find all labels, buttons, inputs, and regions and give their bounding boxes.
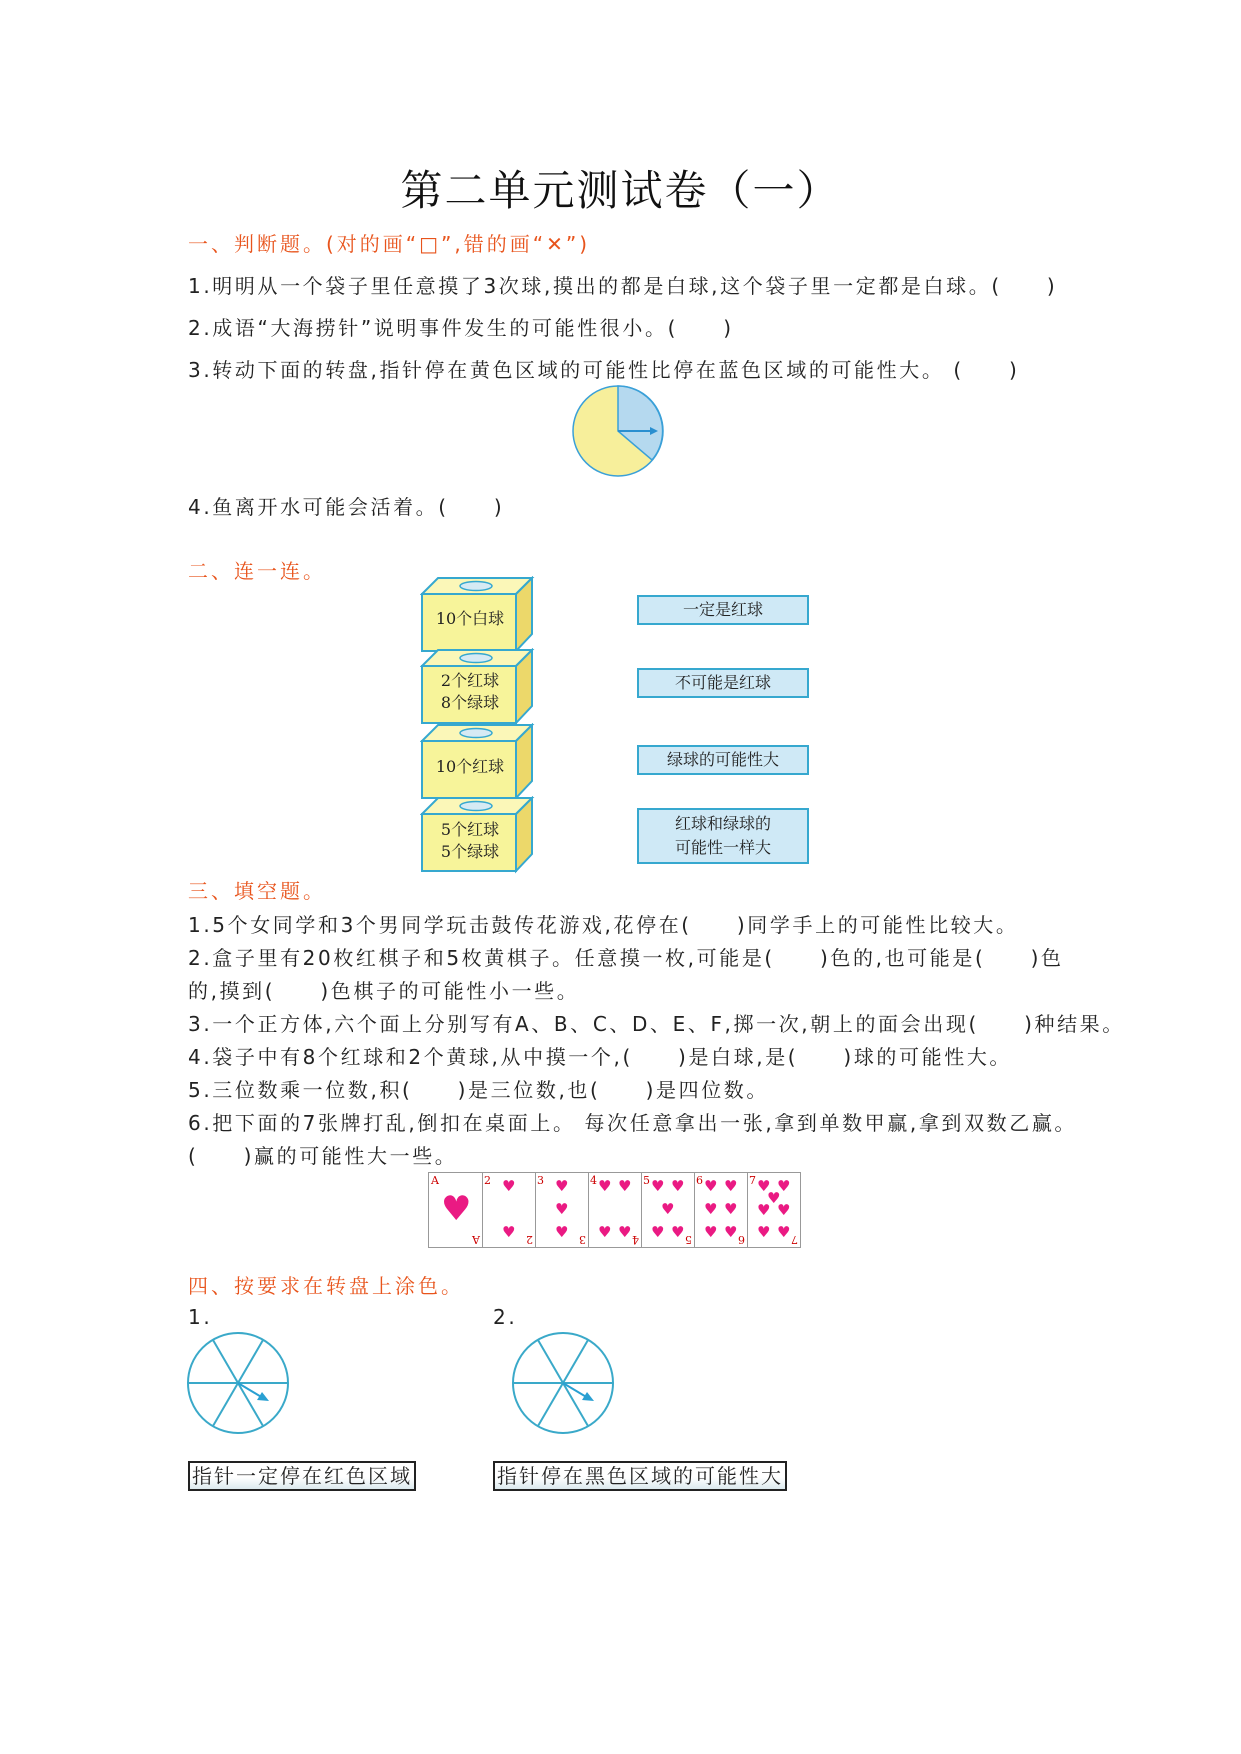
heart-icon: ♥ [777,1177,791,1195]
spinner-six-sections-2[interactable] [510,1330,616,1436]
ball-box-1-label: 10个白球 [435,609,505,628]
heart-icon: ♥ [724,1223,738,1241]
card-six: 6 ♥ ♥ ♥ ♥ ♥ ♥ 6 [694,1173,748,1247]
heart-icon: ♥ [502,1177,516,1195]
judge-question-2: 2.成语“大海捞针”说明事件发生的可能性很小。( ) [188,316,734,340]
heart-icon: ♥ [671,1177,685,1195]
color-question-2-number: 2. [493,1305,518,1329]
match-answer-2-text: 不可能是红球 [674,673,771,692]
fill-question-1: 1.5个女同学和3个男同学玩击鼓传花游戏,花停在( )同学手上的可能性比较大。 [188,913,1019,937]
spinner-1-requirement: 指针一定停在红色区域 [188,1461,416,1491]
heart-icon: ♥ [777,1223,791,1241]
match-answer-2[interactable] [637,668,809,698]
fill-question-3: 3.一个正方体,六个面上分别写有A、B、C、D、E、F,掷一次,朝上的面会出现( )种结果。 [188,1012,1125,1036]
spinner-yellow-blue [570,383,670,479]
card-three: 3 ♥ ♥ ♥ 3 [535,1173,589,1247]
ball-box-4-label: 5个红球 5个绿球 [440,820,500,861]
heart-icon: ♥ [618,1223,632,1241]
heart-icon: ♥ [618,1177,632,1195]
heart-icon: ♥ [598,1223,612,1241]
heart-icon: ♥ [598,1177,612,1195]
heart-icon: ♥ [651,1223,665,1241]
match-answer-3-text: 绿球的可能性大 [666,750,779,769]
ball-box-2-label: 2个红球 8个绿球 [440,671,500,712]
heart-icon: ♥ [555,1200,569,1218]
spinner-2-requirement: 指针停在黑色区域的可能性大 [493,1461,787,1491]
fill-question-2-line2: 的,摸到( )色棋子的可能性小一些。 [188,979,580,1003]
fill-question-6-line2: ( )赢的可能性大一些。 [188,1144,458,1168]
page-title: 第二单元测试卷（一） [400,166,841,215]
heart-icon: ♥ [671,1223,685,1241]
heart-icon: ♥ [777,1201,791,1219]
card-five: 5 ♥ ♥ ♥ ♥ ♥ 5 [641,1173,695,1247]
heart-icon: ♥ [704,1200,718,1218]
heart-icon: ♥ [704,1177,718,1195]
heart-icon: ♥ [724,1177,738,1195]
judge-question-3: 3.转动下面的转盘,指针停在黄色区域的可能性比停在蓝色区域的可能性大。 ( ) [188,358,1020,382]
section-3-heading: 三、填空题。 [188,879,326,903]
heart-icon: ♥ [651,1177,665,1195]
fill-question-6-line1: 6.把下面的7张牌打乱,倒扣在桌面上。 每次任意拿出一张,拿到单数甲赢,拿到双数乙赢。 [188,1111,1078,1135]
ball-box-3-label: 10个红球 [435,757,505,776]
section-1-heading: 一、判断题。(对的画“□”,错的画“✕”) [188,232,591,256]
heart-icon: ♥ [502,1223,516,1241]
card-ace: A ♥ A [429,1173,483,1247]
heart-icon: ♥ [767,1189,781,1207]
heart-icon: ♥ [757,1223,771,1241]
heart-icon: ♥ [555,1177,569,1195]
match-answer-4[interactable] [637,808,809,864]
fill-question-2-line1: 2.盒子里有20枚红棋子和5枚黄棋子。任意摸一枚,可能是( )色的,也可能是( )色 [188,946,1064,970]
heart-icon: ♥ [757,1201,771,1219]
card-seven: 7 ♥ ♥ ♥ ♥ ♥ ♥ ♥ 7 [749,1174,798,1246]
card-two: 2 ♥ ♥ 2 [482,1173,536,1247]
fill-question-5: 5.三位数乘一位数,积( )是三位数,也( )是四位数。 [188,1078,770,1102]
card-four: 4 ♥ ♥ ♥ ♥ 4 [588,1173,642,1247]
heart-icon: ♥ [661,1200,675,1218]
heart-icon: ♥ [441,1189,472,1229]
heart-icon: ♥ [724,1200,738,1218]
judge-question-4: 4.鱼离开水可能会活着。( ) [188,495,505,519]
match-answer-3[interactable] [637,745,809,775]
heart-icon: ♥ [704,1223,718,1241]
fill-question-4: 4.袋子中有8个红球和2个黄球,从中摸一个,( )是白球,是( )球的可能性大。 [188,1045,1013,1069]
heart-icon: ♥ [555,1223,569,1241]
judge-question-1: 1.明明从一个袋子里任意摸了3次球,摸出的都是白球,这个袋子里一定都是白球。( ) [188,274,1058,298]
match-answer-4-line2: 可能性一样大 [674,838,771,857]
match-answer-1-text: 一定是红球 [682,600,763,619]
section-4-heading: 四、按要求在转盘上涂色。 [188,1274,464,1298]
heart-icon: ♥ [757,1177,771,1195]
match-answer-4-line1: 红球和绿球的 [674,814,771,833]
section-2-heading: 二、连一连。 [188,559,326,583]
spinner-six-sections-1[interactable] [185,1330,291,1436]
match-answer-1[interactable] [637,595,809,625]
color-question-1-number: 1. [188,1305,213,1329]
